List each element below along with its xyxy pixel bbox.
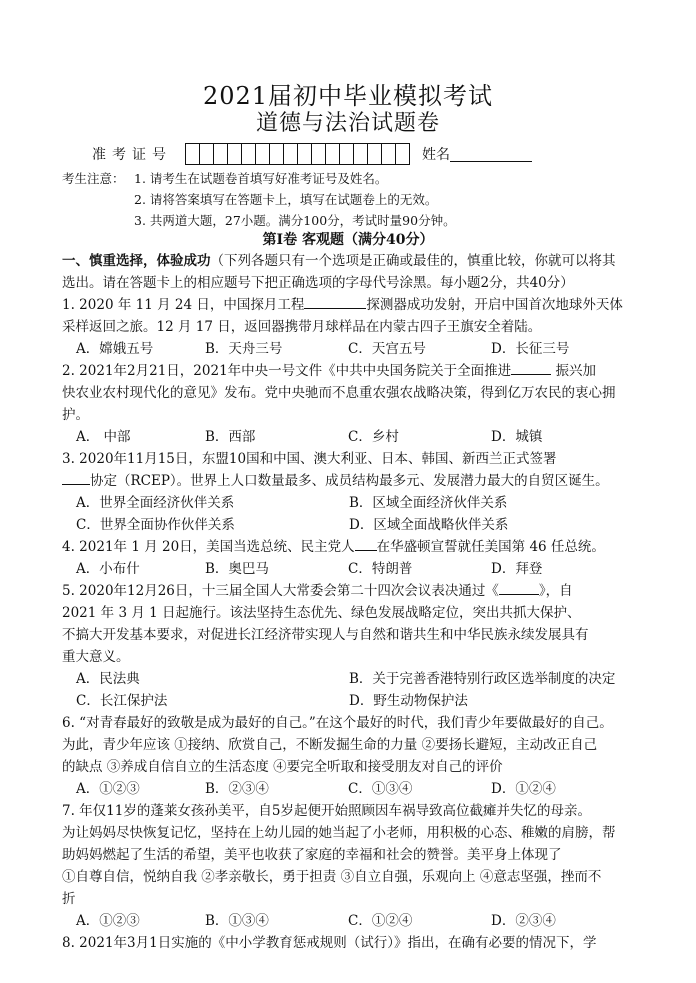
question-text: 5. 2020年12月26日，十三届全国人大常委会第二十四次会议表决通过《 [62, 583, 499, 599]
option: B．关于完善香港特别行政区选举制度的决定 [349, 671, 616, 687]
question-text: 快农业农村现代化的意见》发布。党中央驰而不息重农强农战略决策，得到亿万农民的衷心拥 [62, 385, 616, 401]
question-1 [62, 294, 636, 316]
answer-blank [304, 296, 366, 309]
exam-number-boxes[interactable] [186, 143, 410, 165]
question-text: 为此，青少年应该 ①接纳、欣赏自己，不断发掘生命的力量 ②要扬长避短，主动改正自己 [62, 737, 598, 753]
option: D．拜登 [491, 561, 543, 577]
option: A．①②③ [76, 781, 140, 797]
exam-subtitle: 道德与法治试题卷 [255, 111, 440, 136]
question-text [62, 470, 636, 492]
intro-text: 选出。请在答题卡上的相应题号下把正确选项的字母代号涂黑。每小题2分，共40分） [62, 275, 574, 291]
options [62, 426, 636, 448]
exam-title: 2021届初中毕业模拟考试 [202, 82, 494, 110]
notes-label: 考生注意： [62, 171, 125, 186]
option: D．①②④ [491, 781, 556, 797]
option: B．西部 [205, 429, 256, 445]
question-text: 为让妈妈尽快恢复记忆，坚持在上幼儿园的她当起了小老师，用积极的心态、稚嫩的肩膀，帮 [62, 825, 616, 841]
option: B．①③④ [205, 913, 269, 929]
options [62, 690, 636, 712]
exam-number-label: 准考证号 [92, 147, 172, 163]
question-text: 探测器成功发射，开启中国首次地球外天体 [366, 297, 623, 313]
question-text: 护。 [62, 407, 89, 423]
option: B．天舟三号 [205, 341, 283, 357]
question-text: 1. 2020 年 11 月 24 日，中国探月工程 [62, 297, 305, 313]
options [62, 910, 636, 932]
option: B．②③④ [205, 781, 269, 797]
options [62, 514, 636, 536]
option: A． 中部 [76, 429, 131, 445]
name-field[interactable] [450, 147, 532, 162]
section-intro [62, 250, 636, 272]
option: D．长征三号 [491, 341, 570, 357]
answer-blank [499, 582, 539, 595]
question-text: 采样返回之旅。12 月 17 日，返回器携带月球样品在内蒙古四子王旗安全着陆。 [62, 319, 542, 335]
question-body [62, 250, 636, 954]
intro-text: （下列各题只有一个选项是正确或最佳的，慎重比较，你就可以将其 [210, 253, 616, 269]
options [62, 338, 636, 360]
option: A．世界全面经济伙伴关系 [76, 495, 235, 511]
option: D．区域全面战略伙伴关系 [349, 517, 509, 533]
question-text: 》，自 [538, 583, 573, 599]
option: B．奥巴马 [205, 561, 269, 577]
candidate-info-row [92, 143, 532, 165]
question-text: 协定（RCEP）。世界上人口数量最多、成员结构最多元、发展潜力最大的自贸区诞生。 [90, 473, 609, 489]
option: C．长江保护法 [76, 693, 168, 709]
question-text: 2. 2021年2月21日，2021年中央一号文件《中共中央国务院关于全面推进 [62, 363, 512, 379]
option: A．①②③ [76, 913, 140, 929]
question-text: 2021 年 3 月 1 日起施行。该法坚持生态优先、绿色发展战略定位，突出共抓大保护、 [62, 605, 581, 621]
question-text: 在华盛顿宣誓就任美国第 46 任总统。 [376, 539, 605, 555]
question-text: ①自尊自信，悦纳自我 ②孝亲敬长，勇于担责 ③自立自强，乐观向上 ④意志坚强，挫而不 [62, 869, 602, 885]
question-text: 助妈妈燃起了生活的希望，美平也收获了家庭的幸福和社会的赞誉。美平身上体现了 [62, 847, 562, 863]
option: A．民法典 [76, 671, 140, 687]
question-text: 不搞大开发基本要求，对促进长江经济带实现人与自然和谐共生和中华民族永续发展具有 [62, 627, 589, 643]
option: A．小布什 [76, 561, 140, 577]
question-text: 折 [62, 891, 76, 907]
note-item: 1. 请考生在试题卷首填写好准考证号及姓名。 [134, 171, 388, 186]
question-4 [62, 536, 636, 558]
question-3: 3. 2020年11月15日，东盟10国和中国、澳大利亚、日本、韩国、新西兰正式签署 [62, 451, 557, 467]
option: A．嫦娥五号 [76, 341, 154, 357]
name-label: 姓名 [422, 147, 450, 163]
option: D．野生动物保护法 [349, 693, 468, 709]
question-text: 重大意义。 [62, 649, 130, 665]
note-item: 3. 共两道大题，27小题。满分100分，考试时量90分钟。 [134, 213, 456, 228]
option: C．①③④ [348, 781, 413, 797]
option: C．①②④ [348, 913, 413, 929]
options [62, 778, 636, 800]
question-6: 6. “对青春最好的致敬是成为最好的自己。”在这个最好的时代，我们青少年要做最好的自己。 [62, 715, 613, 731]
section-title: 第Ⅰ卷 客观题（满分40分） [262, 232, 434, 248]
candidate-notes [62, 168, 456, 231]
question-2 [62, 360, 636, 382]
answer-blank [355, 538, 377, 551]
question-text: 的缺点 ③养成自信自立的生活态度 ④要完全听取和接受朋友对自己的评价 [62, 759, 503, 775]
question-text: 振兴加 [551, 363, 596, 379]
option: D．②③④ [491, 913, 556, 929]
option: C．乡村 [348, 429, 399, 445]
question-5 [62, 580, 636, 602]
answer-blank [511, 362, 551, 375]
option: C．天宫五号 [348, 341, 426, 357]
option: D．城镇 [491, 429, 543, 445]
intro-heading: 一、慎重选择，体验成功 [62, 253, 211, 269]
option: B．区域全面经济伙伴关系 [349, 495, 508, 511]
note-item: 2. 请将答案填写在答题卡上，填写在试题卷上的无效。 [134, 192, 438, 207]
option: C．特朗普 [348, 561, 413, 577]
options [62, 558, 636, 580]
question-8: 8. 2021年3月1日实施的《中小学教育惩戒规则（试行）》指出，在确有必要的情况下，学 [62, 935, 597, 951]
options [62, 668, 636, 690]
answer-blank [62, 472, 90, 485]
question-7: 7. 年仅11岁的蓬莱女孩孙美平，自5岁起便开始照顾因车祸导致高位截瘫并失忆的母亲。 [62, 803, 591, 819]
question-text: 4. 2021年 1 月 20日，美国当选总统、民主党人 [62, 539, 355, 555]
option: C．世界全面协作伙伴关系 [76, 517, 235, 533]
options [62, 492, 636, 514]
